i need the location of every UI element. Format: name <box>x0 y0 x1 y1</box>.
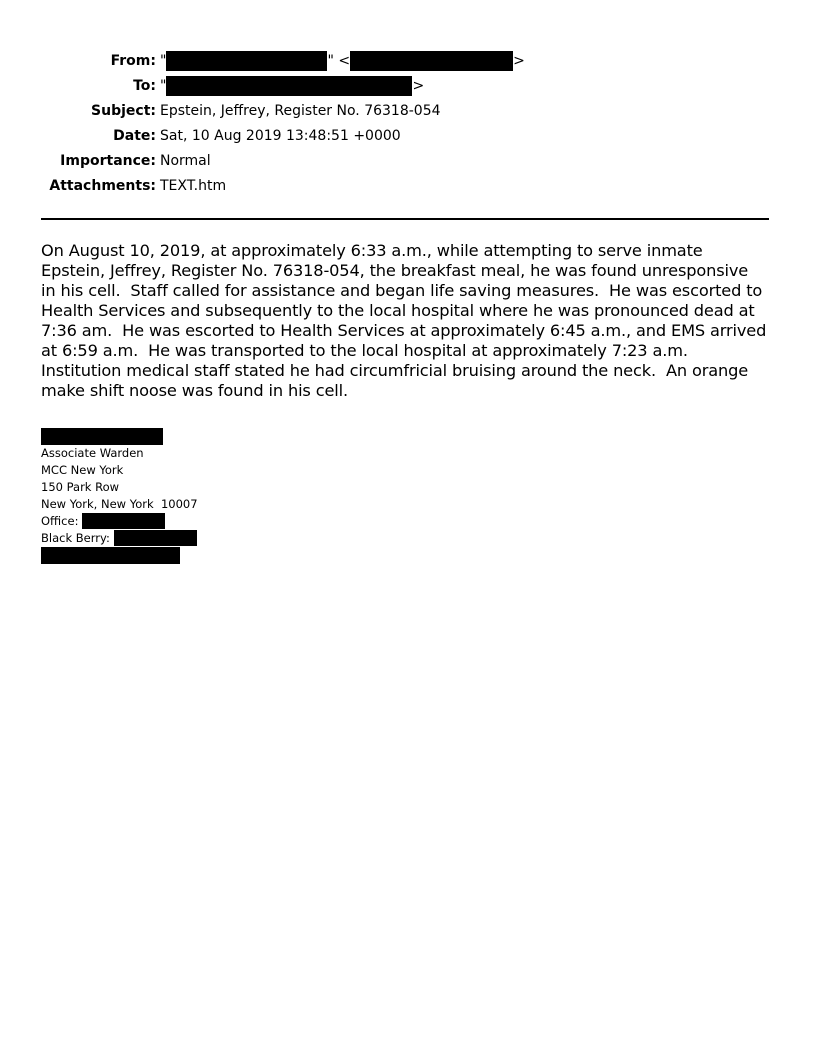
to-gt: > <box>412 78 425 94</box>
redaction-block <box>114 530 197 546</box>
signature-extra-line <box>41 547 198 564</box>
from-close-quote: " <box>327 53 334 69</box>
attachments-value: TEXT.htm <box>160 178 227 194</box>
email-header <box>0 50 816 200</box>
redaction-block <box>82 513 165 529</box>
email-body <box>41 241 777 401</box>
from-label: From: <box>110 53 156 69</box>
signature-city: New York, New York 10007 <box>41 497 198 511</box>
subject-row <box>0 100 816 125</box>
body-line: Health Services and subsequently to the local hospital where he was pronounced dead at <box>41 301 755 320</box>
office-label: Office: <box>41 514 79 528</box>
body-line: Institution medical staff stated he had circumfricial bruising around the neck. An orange <box>41 361 749 380</box>
date-row <box>0 125 816 150</box>
from-row <box>0 50 816 75</box>
from-gt: > <box>513 53 525 69</box>
to-open-quote: " <box>160 78 167 94</box>
header-divider <box>41 218 769 220</box>
attachments-row <box>0 175 816 200</box>
from-open-quote: " <box>160 53 167 69</box>
date-value: Sat, 10 Aug 2019 13:48:51 +0000 <box>160 128 401 144</box>
signature-street: 150 Park Row <box>41 480 120 494</box>
from-value <box>160 50 525 72</box>
date-label: Date: <box>113 128 156 144</box>
subject-label: Subject: <box>91 103 156 119</box>
signature-title: Associate Warden <box>41 446 144 460</box>
signature-org: MCC New York <box>41 463 124 477</box>
redaction-block <box>41 428 163 445</box>
blackberry-label: Black Berry: <box>41 531 110 545</box>
importance-row <box>0 150 816 175</box>
redaction-block <box>166 76 412 96</box>
importance-label: Importance: <box>60 153 156 169</box>
body-line: make shift noose was found in his cell. <box>41 381 348 400</box>
attachments-label: Attachments: <box>49 178 156 194</box>
body-line: in his cell. Staff called for assistance and began life saving measures. He was escorted to <box>41 281 763 300</box>
importance-value: Normal <box>160 153 211 169</box>
body-line: at 6:59 a.m. He was transported to the local hospital at approximately 7:23 a.m. <box>41 341 688 360</box>
redaction-block <box>41 547 180 564</box>
signature-office-line <box>41 513 198 530</box>
to-row <box>0 75 816 100</box>
signature-blackberry-line <box>41 530 198 547</box>
body-line: On August 10, 2019, at approximately 6:33 a.m., while attempting to serve inmate <box>41 241 703 260</box>
redaction-block <box>166 51 327 71</box>
signature-name-line <box>41 428 198 445</box>
to-value <box>160 75 424 97</box>
redaction-block <box>350 51 513 71</box>
signature-block <box>41 428 198 564</box>
body-line: Epstein, Jeffrey, Register No. 76318-054, the breakfast meal, he was found unresponsive <box>41 261 749 280</box>
subject-value: Epstein, Jeffrey, Register No. 76318-054 <box>160 103 441 119</box>
body-line: 7:36 am. He was escorted to Health Services at approximately 6:45 a.m., and EMS arrived <box>41 321 767 340</box>
to-label: To: <box>133 78 156 94</box>
from-lt: < <box>338 53 351 69</box>
